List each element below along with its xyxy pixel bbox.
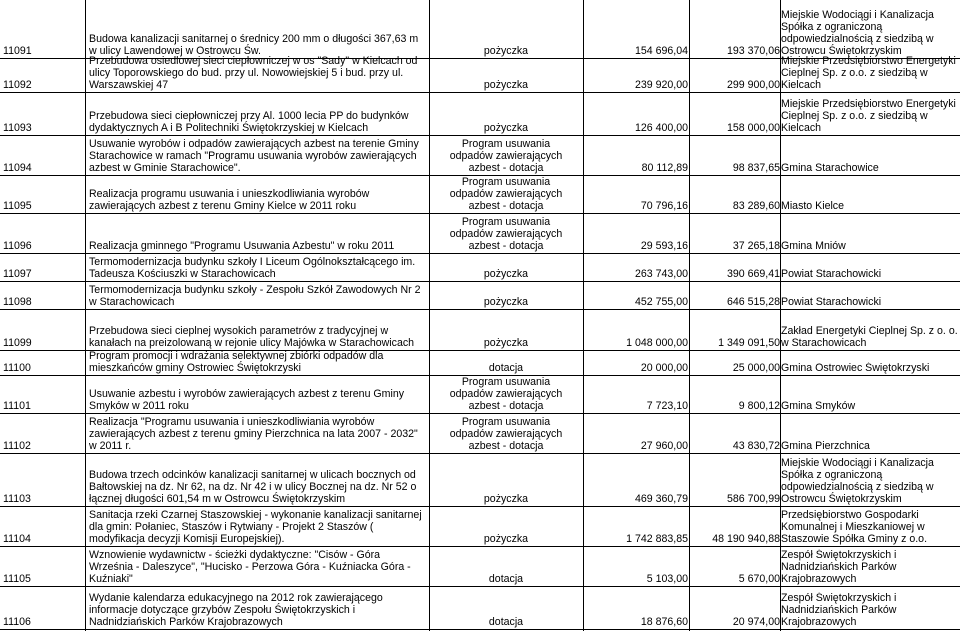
row-form: pożyczka — [483, 79, 529, 91]
row-amount-2: 390 669,41 — [726, 268, 780, 280]
row-beneficiary: Gmina Pierzchnica — [781, 440, 870, 452]
row-form: pożyczka — [483, 122, 529, 134]
row-description: Budowa kanalizacji sanitarnej o średnicy 200 mm o długości 367,63 m w ulicy Lawendowej w Ostrowcu Św. — [89, 33, 419, 57]
row-amount-1: 263 743,00 — [634, 268, 688, 280]
row-amount-1: 27 960,00 — [640, 440, 688, 452]
row-form: Program usuwania odpadów zawierających azbest - dotacja — [449, 376, 563, 412]
row-description: Usuwanie azbestu i wyrobów zawierających azbest z terenu Gminy Smyków w 2011 roku — [89, 388, 405, 412]
row-description: Wydanie kalendarza edukacyjnego na 2012 rok zawierającego informacje dotyczące grzybów Zespołu Świętokrzyskich i Nadnidziańskich Parków Krajobrazowych — [89, 592, 383, 628]
row-amount-1: 29 593,16 — [640, 240, 688, 252]
row-description: Przebudowa sieci ciepłowniczej przy Al. 1000 lecia PP do budynków dydaktycznych A i B Politechniki Świętokrzyskiej w Kielcach — [89, 110, 409, 134]
row-id: 11095 — [3, 200, 32, 212]
row-beneficiary: Miasto Kielce — [781, 200, 844, 212]
row-amount-1: 5 103,00 — [646, 573, 688, 585]
table-row — [0, 309, 960, 350]
row-id: 11103 — [3, 493, 31, 505]
row-description: Przebudowa osiedlowej sieci ciepłowniczej w os "Sady" w Kielcach od ulicy Toporowskiego do bud. przy ul. Nowowiejskiej 5 i bud. przy ul. Warszawskiej 47 — [89, 55, 418, 91]
row-divider — [0, 629, 960, 630]
row-description: Program promocji i wdrażania selektywnej zbiórki odpadów dla mieszkańców gminy Ostrowiec Świętokrzyski — [89, 350, 384, 374]
row-amount-1: 126 400,00 — [634, 122, 688, 134]
table-row — [0, 350, 960, 375]
row-beneficiary: Gmina Ostrowiec Świętokrzyski — [781, 362, 930, 374]
table-row — [0, 453, 960, 506]
table-row — [0, 175, 960, 213]
row-amount-1: 154 696,04 — [634, 45, 688, 57]
table-row — [0, 0, 960, 58]
row-id: 11096 — [3, 240, 32, 252]
row-description: Usuwanie wyrobów i odpadów zawierających azbest na terenie Gminy Starachowice w ramach "Programu usuwania wyrobów zawierających azbest w Gminie Starachowice". — [89, 138, 419, 174]
row-beneficiary: Powiat Starachowicki — [781, 268, 882, 280]
row-amount-2: 83 289,60 — [732, 200, 780, 212]
row-beneficiary: Gmina Smyków — [781, 400, 856, 412]
row-amount-1: 7 723,10 — [646, 400, 688, 412]
row-amount-1: 80 112,89 — [641, 162, 688, 174]
row-beneficiary: Przedsiębiorstwo Gospodarki Komunalnej i Mieszkaniowej w Staszowie Spółka Gminy z o.o. — [781, 509, 928, 545]
table-row — [0, 55, 960, 92]
row-id: 11106 — [3, 616, 31, 628]
row-amount-2: 299 900,00 — [726, 79, 780, 91]
row-beneficiary: Miejskie Przedsiębiorstwo Energetyki Cieplnej Sp. z o.o. z siedzibą w Kielcach — [781, 55, 956, 91]
row-amount-1: 469 360,79 — [634, 493, 688, 505]
row-beneficiary: Miejskie Przedsiębiorstwo Energetyki Cieplnej Sp. z o.o. z siedzibą w Kielcach — [781, 98, 956, 134]
row-beneficiary: Zespół Świętokrzyskich i Nadnidziańskich Parków Krajobrazowych — [781, 592, 897, 628]
row-id: 11091 — [3, 45, 32, 57]
row-form: pożyczka — [483, 268, 529, 280]
table-row — [0, 253, 960, 281]
row-amount-1: 1 048 000,00 — [626, 337, 688, 349]
table-row — [0, 281, 960, 309]
row-form: pożyczka — [483, 533, 529, 545]
row-amount-2: 25 000,00 — [732, 362, 780, 374]
table-row — [0, 135, 960, 175]
row-amount-1: 70 796,16 — [640, 200, 688, 212]
row-amount-1: 1 742 883,85 — [626, 533, 688, 545]
row-description: Realizacja programu usuwania i unieszkodliwiania wyrobów zawierających azbest z terenu Gminy Kielce w 2011 roku — [89, 188, 370, 212]
row-amount-2: 9 800,12 — [738, 400, 780, 412]
row-amount-2: 5 670,00 — [738, 573, 780, 585]
row-description: Budowa trzech odcinków kanalizacji sanitarnej w ulicach bocznych od Bałtowskiej na dz. Nr 62, na dz. Nr 42 i w ulicy Bocznej na dz. Nr 52 o łącznej długości 601,54 m w Ostrowcu Świętokrzyskim — [89, 469, 417, 505]
row-id: 11102 — [3, 440, 31, 452]
row-description: Termomodernizacja budynku szkoły I Liceum Ogólnokształcącego im. Tadeusza Kościuszki w Starachowicach — [89, 256, 416, 280]
row-form: dotacja — [488, 573, 524, 585]
row-description: Termomodernizacja budynku szkoły - Zespołu Szkół Zawodowych Nr 2 w Starachowicach — [89, 284, 421, 308]
row-amount-2: 1 349 091,50 — [718, 337, 780, 349]
row-form: pożyczka — [483, 296, 529, 308]
row-amount-2: 158 000,00 — [726, 122, 780, 134]
row-amount-2: 98 837,65 — [732, 162, 780, 174]
row-beneficiary: Miejskie Wodociągi i Kanalizacja Spółka z ograniczoną odpowiedzialnością z siedzibą w Ostrowcu Świętokrzyskim — [781, 9, 934, 57]
table-row — [0, 92, 960, 135]
table-row — [0, 413, 960, 453]
row-beneficiary: Powiat Starachowicki — [781, 296, 882, 308]
row-id: 11092 — [3, 79, 32, 91]
row-amount-1: 20 000,00 — [640, 362, 688, 374]
row-beneficiary: Gmina Starachowice — [781, 162, 879, 174]
table-row — [0, 546, 960, 586]
row-amount-1: 239 920,00 — [634, 79, 688, 91]
row-id: 11101 — [3, 400, 31, 412]
row-amount-2: 193 370,06 — [726, 45, 780, 57]
row-amount-2: 37 265,18 — [732, 240, 780, 252]
row-beneficiary: Zakład Energetyki Cieplnej Sp. z o. o. w Starachowicach — [781, 325, 958, 349]
row-id: 11105 — [3, 573, 31, 585]
row-amount-2: 43 830,72 — [732, 440, 780, 452]
row-id: 11099 — [3, 337, 32, 349]
row-id: 11097 — [3, 268, 32, 280]
row-amount-2: 20 974,00 — [732, 616, 780, 628]
row-description: Sanitacja rzeki Czarnej Staszowskiej - wykonanie kanalizacji sanitarnej dla gmin: Połaniec, Staszów i Rytwiany - Projekt 2 Staszów ( modyfikacja decyzji Komisji Europejskiej). — [89, 509, 422, 545]
row-form: pożyczka — [483, 493, 529, 505]
row-description: Realizacja gminnego "Programu Usuwania Azbestu" w roku 2011 — [89, 240, 395, 252]
row-amount-2: 646 515,28 — [726, 296, 780, 308]
row-form: pożyczka — [483, 337, 529, 349]
row-beneficiary: Miejskie Wodociągi i Kanalizacja Spółka z ograniczoną odpowiedzialnością z siedzibą w Ostrowcu Świętokrzyskim — [781, 457, 934, 505]
row-form: Program usuwania odpadów zawierających azbest - dotacja — [449, 216, 563, 252]
row-form: Program usuwania odpadów zawierających azbest - dotacja — [449, 138, 563, 174]
row-amount-1: 452 755,00 — [634, 296, 688, 308]
row-form: pożyczka — [483, 45, 529, 57]
table-row — [0, 506, 960, 546]
row-form: Program usuwania odpadów zawierających azbest - dotacja — [449, 176, 563, 212]
row-form: dotacja — [488, 616, 524, 628]
row-id: 11094 — [3, 162, 32, 174]
row-description: Wznowienie wydawnictw - ścieżki dydaktyczne: "Cisów - Góra Września - Daleszyce", "Hucisko - Perzowa Góra - Kuźniacka Góra - Kuźniaki" — [89, 549, 411, 585]
row-id: 11104 — [3, 533, 31, 545]
row-form: dotacja — [488, 362, 524, 374]
row-amount-2: 48 190 940,88 — [712, 533, 780, 545]
row-description: Realizacja "Programu usuwania i unieszkodliwiania wyrobów zawierających azbest z terenu gminy Pierzchnica na lata 2007 - 2032" w 2011 r. — [89, 416, 418, 452]
table-row — [0, 586, 960, 629]
row-beneficiary: Gmina Mniów — [781, 240, 846, 252]
row-amount-1: 18 876,60 — [640, 616, 688, 628]
row-beneficiary: Zespół Świętokrzyskich i Nadnidziańskich Parków Krajobrazowych — [781, 549, 897, 585]
row-id: 11093 — [3, 122, 32, 134]
row-description: Przebudowa sieci cieplnej wysokich parametrów z tradycyjnej w kanałach na preizolowaną w rejonie ulicy Majówka w Starachowicach — [89, 325, 415, 349]
row-form: Program usuwania odpadów zawierających azbest - dotacja — [449, 416, 563, 452]
table-row — [0, 375, 960, 413]
row-id: 11098 — [3, 296, 32, 308]
table-row — [0, 213, 960, 253]
row-id: 11100 — [3, 362, 31, 374]
row-amount-2: 586 700,99 — [726, 493, 780, 505]
